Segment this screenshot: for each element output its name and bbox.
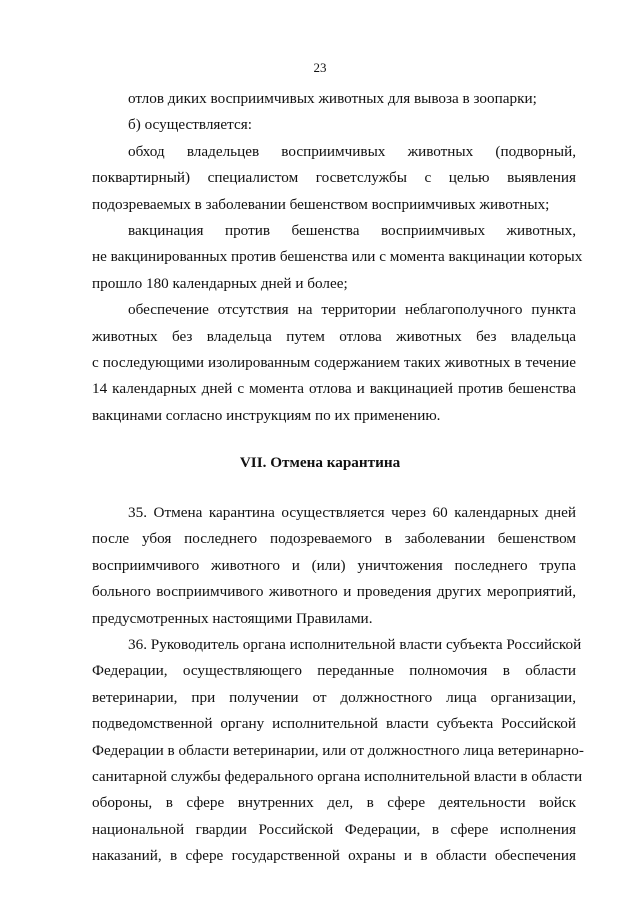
text-block-quarantine-cancellation [92,500,584,870]
text-line: после убоя последнего подозреваемого в заболевании бешенством [92,530,576,548]
text-line: Федерации, осуществляющего переданные полномочия в области [92,662,576,680]
text-line: не вакцинированных против бешенства или с момента вакцинации которых [92,248,583,266]
text-line: обороны, в сфере внутренних дел, в сфере деятельности войск [92,794,576,812]
text-line: 36. Руководитель органа исполнительной власти субъекта Российской [128,636,582,654]
text-line: подозреваемых в заболевании бешенством восприимчивых животных; [92,195,550,213]
text-line: наказаний, в сфере государственной охраны и в области обеспечения [92,847,576,865]
text-line: национальной гвардии Российской Федерации, в сфере исполнения [92,820,576,838]
page-number: 23 [313,60,327,75]
text-line: санитарной службы федерального органа исполнительной власти в области [92,768,583,786]
text-line: животных без владельца путем отлова животных без владельца [92,327,576,345]
text-line: вакцинация против бешенства восприимчивых животных, [128,222,576,240]
text-line: ветеринарии, при получении от должностного лица организации, [92,688,576,706]
text-line: б) осуществляется: [128,116,252,134]
text-line: больного восприимчивого животного и проведения других мероприятий, [92,583,576,601]
text-line: подведомственной органу исполнительной власти субъекта Российской [92,715,576,733]
text-line: восприимчивого животного и (или) уничтожения последнего трупа [92,556,576,574]
text-line: 14 календарных дней с момента отлова и вакцинацией против бешенства [92,380,576,398]
text-line: обеспечение отсутствия на территории неблагополучного пункта [128,301,576,319]
text-line: отлов диких восприимчивых животных для вывоза в зоопарки; [128,90,537,107]
text-line: с последующими изолированным содержанием таких животных в течение [92,354,576,372]
text-line: 35. Отмена карантина осуществляется через 60 календарных дней [128,504,576,521]
text-block-quarantine-measures [92,86,583,429]
text-line: Федерации в области ветеринарии, или от должностного лица ветеринарно- [92,741,584,759]
text-line: предусмотренных настоящими Правилами. [92,609,373,627]
section-heading: VII. Отмена карантина [239,454,401,471]
text-line: прошло 180 календарных дней и более; [92,274,348,292]
text-line: вакцинами согласно инструкциям по их применению. [92,406,441,424]
text-line: поквартирный) специалистом госветслужбы с целью выявления [92,169,576,187]
text-line: обход владельцев восприимчивых животных (подворный, [128,142,576,160]
